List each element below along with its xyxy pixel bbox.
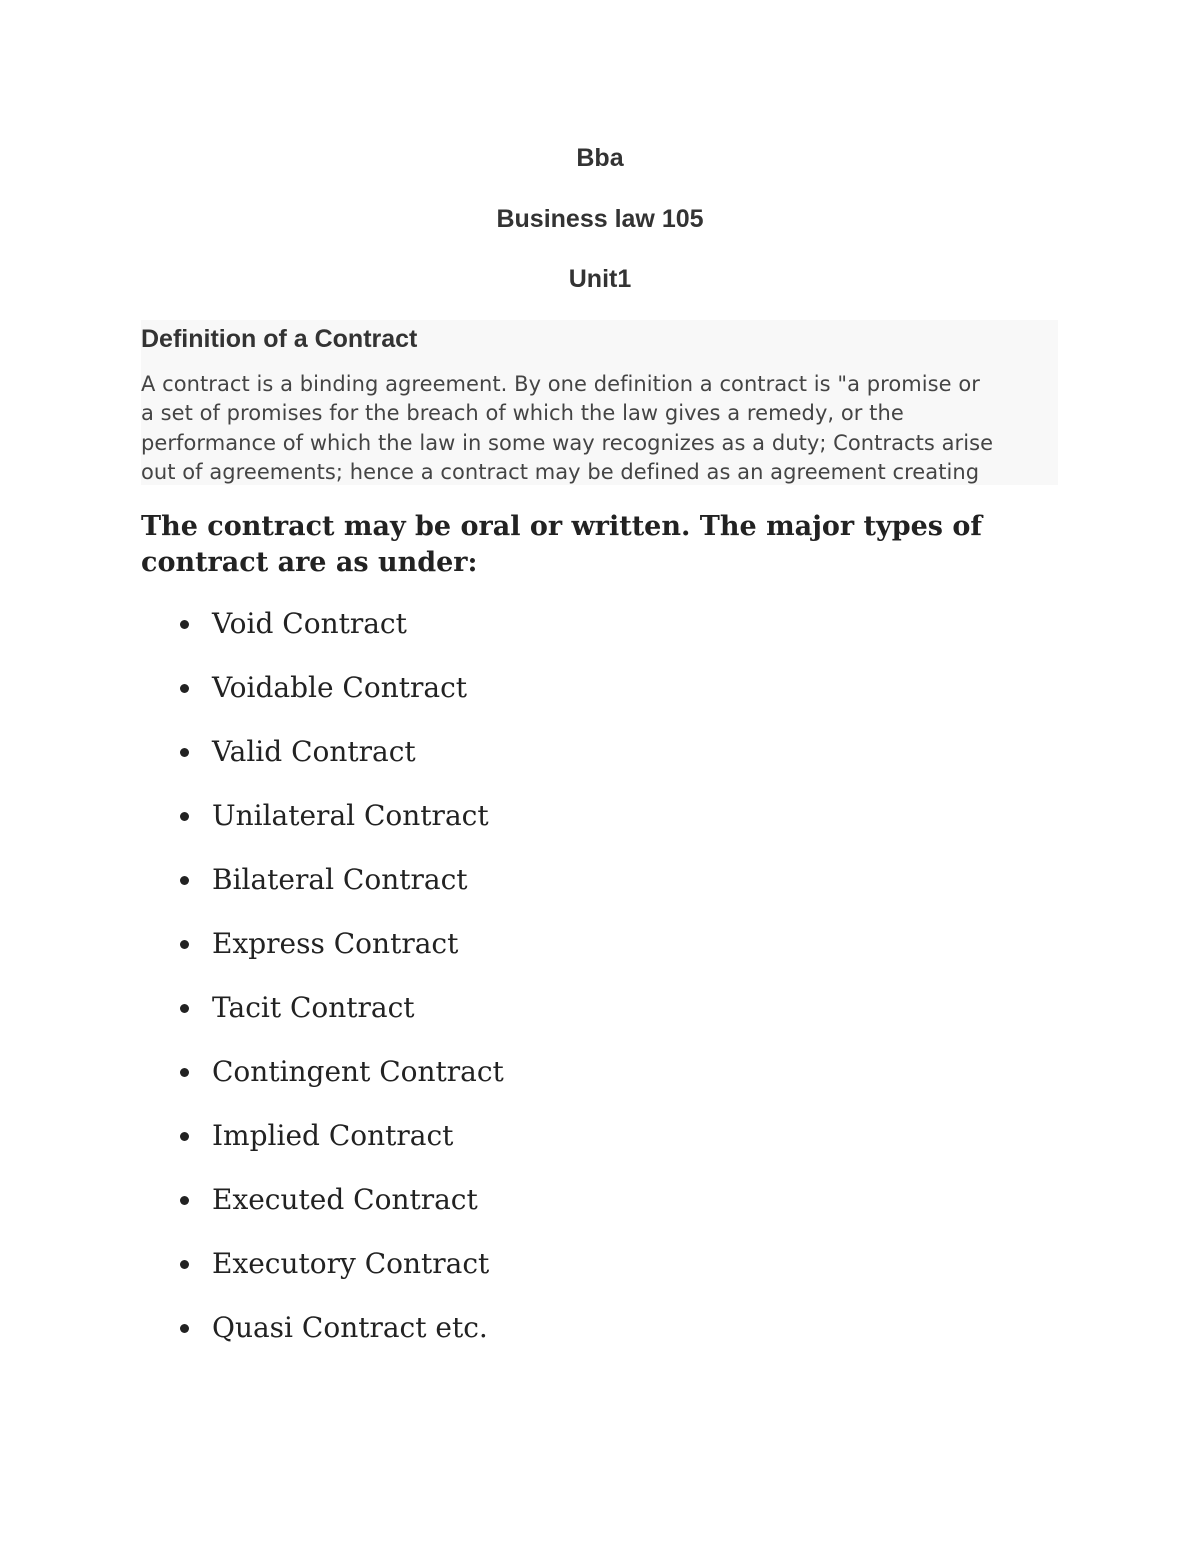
list-item-label: Unilateral Contract <box>212 799 489 832</box>
list-item-label: Executory Contract <box>212 1247 490 1280</box>
bullet-icon <box>180 1196 189 1205</box>
definition-line: a set of promises for the breach of which the law gives a remedy, or the <box>141 401 904 426</box>
definition-section <box>141 320 1058 485</box>
bullet-icon <box>180 748 189 757</box>
definition-line: performance of which the law in some way recognizes as a duty; Contracts arise <box>141 430 994 455</box>
bullet-icon <box>180 1132 189 1141</box>
bullet-icon <box>180 1260 189 1269</box>
bullet-icon <box>180 1068 189 1077</box>
bullet-icon <box>180 1004 189 1013</box>
list-item-label: Voidable Contract <box>212 671 468 704</box>
contract-types-intro: The contract may be oral or written. The major types of contract are as under: <box>141 511 982 578</box>
list-item-label: Executed Contract <box>212 1183 478 1216</box>
definition-line: out of agreements; hence a contract may be defined as an agreement creating <box>141 459 980 484</box>
bullet-icon <box>180 684 189 693</box>
bullet-icon <box>180 620 189 629</box>
list-item-label: Bilateral Contract <box>212 863 468 896</box>
bullet-icon <box>180 1324 189 1333</box>
definition-heading: Definition of a Contract <box>141 325 418 353</box>
course-program-title: Bba <box>576 144 624 172</box>
unit-title: Unit1 <box>568 265 632 293</box>
definition-line: A contract is a binding agreement. By one definition a contract is "a promise or <box>141 372 980 396</box>
definition-paragraph <box>141 370 1058 487</box>
list-item-label: Contingent Contract <box>212 1055 504 1088</box>
list-item-label: Void Contract <box>212 607 407 640</box>
list-item-label: Express Contract <box>212 927 459 960</box>
list-item-label: Quasi Contract etc. <box>212 1311 488 1344</box>
list-item-label: Valid Contract <box>212 735 416 768</box>
bullet-icon <box>180 876 189 885</box>
bullet-icon <box>180 812 189 821</box>
list-item-label: Implied Contract <box>212 1119 454 1152</box>
course-name-title: Business law 105 <box>496 205 704 233</box>
list-item-label: Tacit Contract <box>212 991 415 1024</box>
bullet-icon <box>180 940 189 949</box>
